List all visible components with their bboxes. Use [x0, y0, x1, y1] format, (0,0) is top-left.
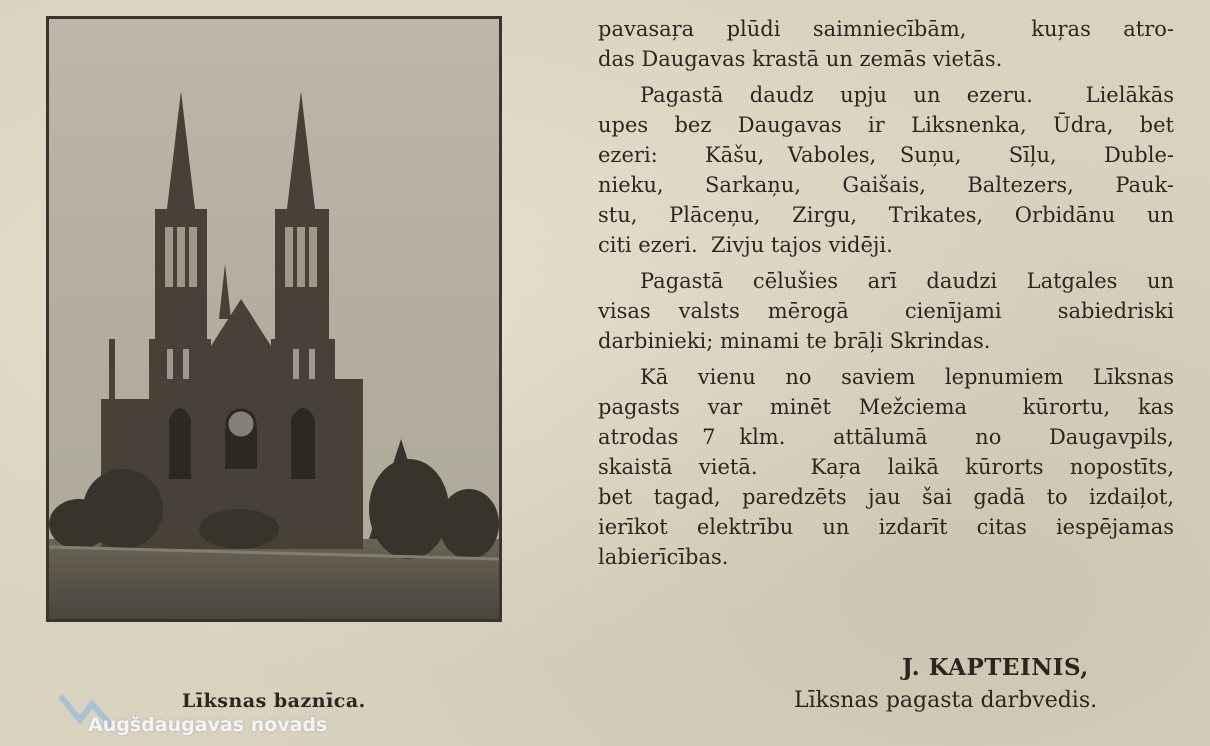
author-role: Līksnas pagasta darbvedis. [794, 688, 1098, 713]
article-line: visas valsts mērogā cienījami sabiedriski [598, 299, 1174, 323]
watermark-text: Augšdaugavas novads [88, 714, 328, 736]
article-line: citi ezeri. Zivju tajos vidēji. [598, 233, 893, 257]
photo-caption: Līksnas baznīca. [182, 690, 366, 712]
article-line: das Daugavas krastā un zemās vietās. [598, 47, 1003, 71]
author-name: J. KAPTEINIS, [902, 654, 1089, 681]
article-line: labierīcības. [598, 545, 729, 569]
article-line: pagasts var minēt Mežciema kūrortu, kas [598, 395, 1174, 419]
article-line: Pagastā cēlušies arī daudzi Latgales un [640, 269, 1174, 293]
article-line: bet tagad, paredzēts jau šai gadā to izdaiļot, [598, 485, 1174, 509]
article-line: skaistā vietā. Kaŗa laikā kūrorts nopostīts, [598, 455, 1174, 479]
church-photo [46, 16, 502, 622]
article-line: atrodas 7 klm. attālumā no Daugavpils, [598, 425, 1174, 449]
article-line: ierīkot elektrību un izdarīt citas iespējamas [598, 515, 1174, 539]
article-line: pavasaŗa plūdi saimniecībām, kuŗas atro- [598, 17, 1174, 41]
article-line: ezeri: Kāšu, Vaboles, Suņu, Sīļu, Duble- [598, 143, 1174, 167]
article-line: nieku, Sarkaņu, Gaišais, Baltezers, Pauk- [598, 173, 1174, 197]
church-illustration [49, 19, 499, 619]
article-line: Kā vienu no saviem lepnumiem Līksnas [640, 365, 1174, 389]
article-line: darbinieki; minami te brāļi Skrindas. [598, 329, 991, 353]
article-text [598, 14, 1174, 572]
article-line: stu, Plāceņu, Zirgu, Trikates, Orbidānu un [598, 203, 1174, 227]
article-line: Pagastā daudz upju un ezeru. Lielākās [640, 83, 1174, 107]
article-line: upes bez Daugavas ir Liksnenka, Ūdra, bet [598, 113, 1174, 137]
